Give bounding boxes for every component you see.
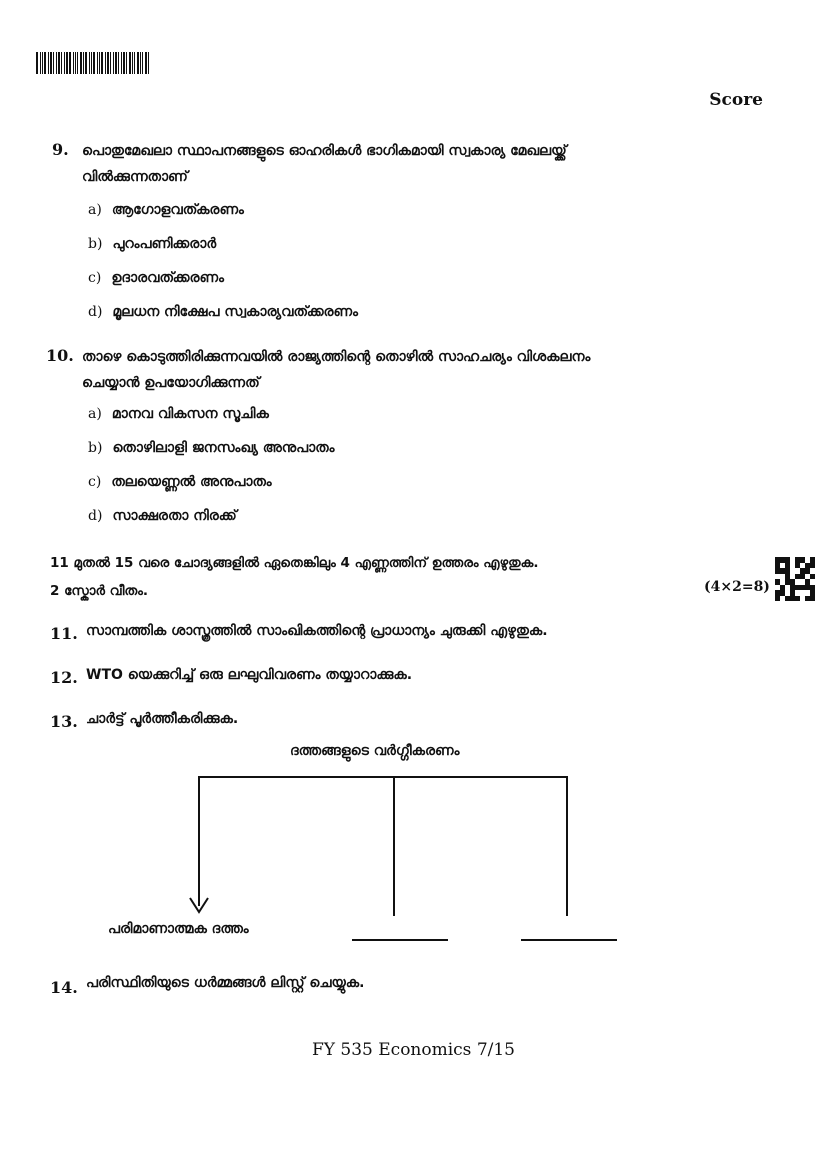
- question-9-option-b: b) പുറംപണിക്കരാർ: [88, 236, 217, 252]
- question-9-option-d: d) മൂലധന നിക്ഷേപ സ്വകാര്യവത്ക്കരണം: [88, 304, 358, 320]
- barcode-bar: [42, 52, 43, 74]
- question-10-option-b: b) തൊഴിലാളി ജനസംഖ്യ അനുപാതം: [88, 440, 335, 456]
- chart-branch-2-blank: [352, 939, 448, 941]
- barcode-bar: [48, 52, 49, 74]
- barcode-bar: [99, 52, 100, 74]
- barcode-bar: [105, 52, 106, 74]
- barcode-bar: [80, 52, 83, 74]
- barcode-bar: [129, 52, 131, 74]
- qr-code: [775, 557, 815, 603]
- chart-right-connector: [566, 776, 568, 916]
- barcode-bar: [64, 52, 65, 74]
- barcode: [36, 52, 150, 74]
- question-9-option-a: a) ആഗോളവത്കരണം: [88, 202, 244, 218]
- barcode-bar: [118, 52, 119, 74]
- barcode-bar: [93, 52, 95, 74]
- barcode-bar: [53, 52, 54, 74]
- barcode-bar: [113, 52, 114, 74]
- section-marks-each: 2 സ്കോർ വീതം.: [50, 583, 149, 599]
- barcode-bar: [123, 52, 125, 74]
- barcode-bar: [75, 52, 76, 74]
- barcode-bar: [115, 52, 117, 74]
- barcode-bar: [134, 52, 135, 74]
- barcode-bar: [107, 52, 110, 74]
- question-10-line2: ചെയ്യാൻ ഉപയോഗിക്കുന്നത്: [82, 375, 260, 391]
- question-13-number: 13.: [50, 712, 78, 731]
- barcode-bar: [44, 52, 46, 74]
- barcode-bar: [110, 52, 111, 74]
- chart-left-connector: [198, 776, 200, 906]
- chart-middle-connector: [393, 776, 395, 916]
- barcode-bar: [40, 52, 41, 74]
- barcode-bar: [148, 52, 149, 74]
- question-10-option-d: d) സാക്ഷരതാ നിരക്ക്: [88, 508, 237, 524]
- question-10-number: 10.: [46, 346, 74, 365]
- question-9-line1: പൊതുമേഖലാ സ്ഥാപനങ്ങളുടെ ഓഹരികൾ ഭാഗികമായി സ്വകാര്യ മേഖലയ്ക്ക്: [82, 143, 567, 159]
- chart-branch-1-label: പരിമാണാത്മക ദത്തം: [108, 921, 249, 937]
- barcode-bar: [126, 52, 127, 74]
- page-footer: FY 535 Economics 7/15: [311, 1040, 515, 1060]
- chart-arrow-head: [188, 896, 210, 916]
- barcode-bar: [121, 52, 122, 74]
- barcode-bar: [142, 52, 143, 74]
- barcode-bar: [91, 52, 92, 74]
- barcode-bar: [97, 52, 98, 74]
- barcode-bar: [140, 52, 141, 74]
- barcode-bar: [69, 52, 71, 74]
- question-11-text: സാമ്പത്തിക ശാസ്ത്രത്തിൽ സാംഖികത്തിന്റെ പ്രാധാന്യം ചുരുക്കി എഴുതുക.: [86, 623, 548, 639]
- question-14-number: 14.: [50, 978, 78, 997]
- barcode-bar: [77, 52, 78, 74]
- barcode-bar: [73, 52, 74, 74]
- barcode-bar: [83, 52, 84, 74]
- section-instruction: 11 മുതൽ 15 വരെ ചോദ്യങ്ങളിൽ ഏതെങ്കിലും 4 എണ്ണത്തിന് ഉത്തരം എഴുതുക.: [50, 555, 539, 571]
- chart-branch-3-blank: [521, 939, 617, 941]
- question-12-text: WTO യെക്കുറിച്ച് ഒരു ലഘുവിവരണം തയ്യാറാക്കുക.: [86, 667, 413, 683]
- barcode-bar: [89, 52, 90, 74]
- barcode-bar: [66, 52, 68, 74]
- question-9-number: 9.: [52, 140, 69, 159]
- question-10-option-c: c) തലയെണ്ണൽ അനുപാതം: [88, 474, 272, 490]
- question-9-option-c: c) ഉദാരവത്ക്കരണം: [88, 270, 224, 286]
- barcode-bar: [61, 52, 62, 74]
- barcode-bar: [85, 52, 87, 74]
- qr-module: [810, 596, 815, 602]
- question-13-text: ചാർട്ട് പൂർത്തീകരിക്കുക.: [86, 711, 239, 727]
- barcode-bar: [145, 52, 147, 74]
- question-11-number: 11.: [50, 624, 78, 643]
- barcode-bar: [137, 52, 140, 74]
- barcode-bar: [132, 52, 133, 74]
- chart-top-line: [198, 776, 568, 778]
- barcode-bar: [36, 52, 38, 74]
- score-label: Score: [709, 90, 763, 110]
- barcode-bar: [50, 52, 53, 74]
- question-10-option-a: a) മാനവ വികസന സൂചിക: [88, 406, 269, 422]
- question-14-text: പരിസ്ഥിതിയുടെ ധർമ്മങ്ങൾ ലിസ്റ്റ് ചെയ്യുക.: [86, 975, 365, 991]
- barcode-bar: [58, 52, 60, 74]
- question-9-line2: വിൽക്കുന്നതാണ്: [82, 169, 188, 185]
- question-12-number: 12.: [50, 668, 78, 687]
- barcode-bar: [56, 52, 57, 74]
- barcode-bar: [101, 52, 103, 74]
- section-marks-total: (4×2=8): [704, 579, 770, 595]
- question-10-line1: താഴെ കൊടുത്തിരിക്കുന്നവയിൽ രാജ്യത്തിന്റെ തൊഴിൽ സാഹചര്യം വിശകലനം: [82, 349, 591, 365]
- chart-root-label: ദത്തങ്ങളുടെ വർഗ്ഗീകരണം: [290, 743, 460, 759]
